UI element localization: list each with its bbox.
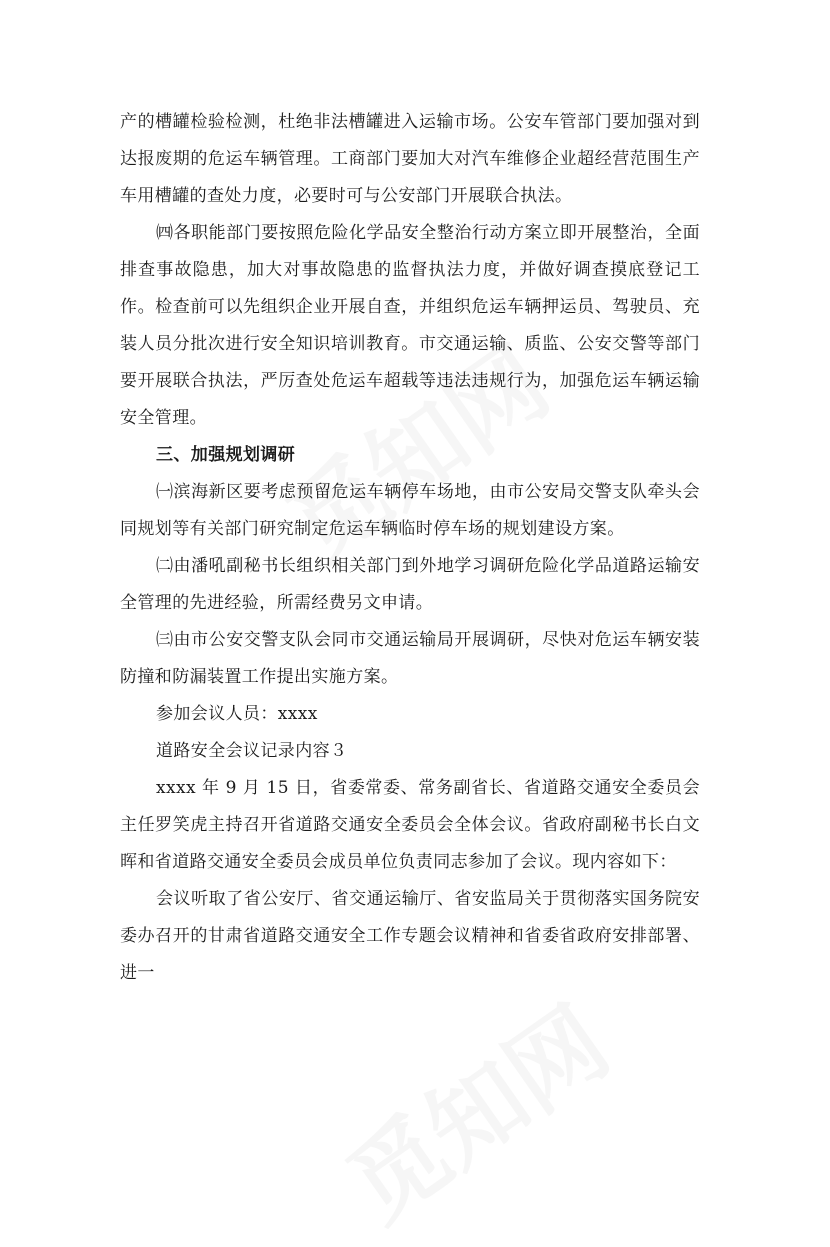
- document-subtitle: 道路安全会议记录内容３: [156, 741, 348, 761]
- section-heading: 三、加强规划调研: [156, 445, 296, 465]
- paragraph: ㈣各职能部门要按照危险化学品安全整治行动方案立即开展整治，全面排查事故隐患，加大对事故隐患的监督执法力度，并做好调查摸底登记工作。检查前可以先组织企业开展自查，并组织危运车辆押运员、驾驶员、充装人员分批次进行安全知识培训教育。市交通运输、质监、公安交警等部门要开展联合执法，严厉查处危运车超载等违法违规行为，加强危运车辆运输安全管理。: [120, 223, 700, 428]
- attendees-line: 参加会议人员：xxxx: [156, 704, 318, 724]
- paragraph: xxxx 年 9 月 15 日，省委常委、常务副省长、省道路交通安全委员会主任罗笑虎主持召开省道路交通安全委员会全体会议。省政府副秘书长白文晖和省道路交通安全委员会成员单位负责同志参加了会议。现内容如下：: [120, 778, 700, 872]
- paragraph: ㈢由市公安交警支队会同市交通运输局开展调研，尽快对危运车辆安装防撞和防漏装置工作提出实施方案。: [120, 630, 700, 687]
- paragraph: ㈠滨海新区要考虑预留危运车辆停车场地，由市公安局交警支队牵头会同规划等有关部门研究制定危运车辆临时停车场的规划建设方案。: [120, 482, 700, 539]
- paragraph: ㈡由潘吼副秘书长组织相关部门到外地学习调研危险化学品道路运输安全管理的先进经验，所需经费另文申请。: [120, 556, 700, 613]
- document-body: [120, 104, 700, 992]
- watermark: [317, 970, 631, 1247]
- paragraph: 产的槽罐检验检测，杜绝非法槽罐进入运输市场。公安车管部门要加强对到达报废期的危运车辆管理。工商部门要加大对汽车维修企业超经营范围生产车用槽罐的查处力度，必要时可与公安部门开展联合执法。: [120, 112, 700, 206]
- paragraph: 会议听取了省公安厅、省交通运输厅、省安监局关于贯彻落实国务院安委办召开的甘肃省道路交通安全工作专题会议精神和省委省政府安排部署、进一: [120, 889, 700, 983]
